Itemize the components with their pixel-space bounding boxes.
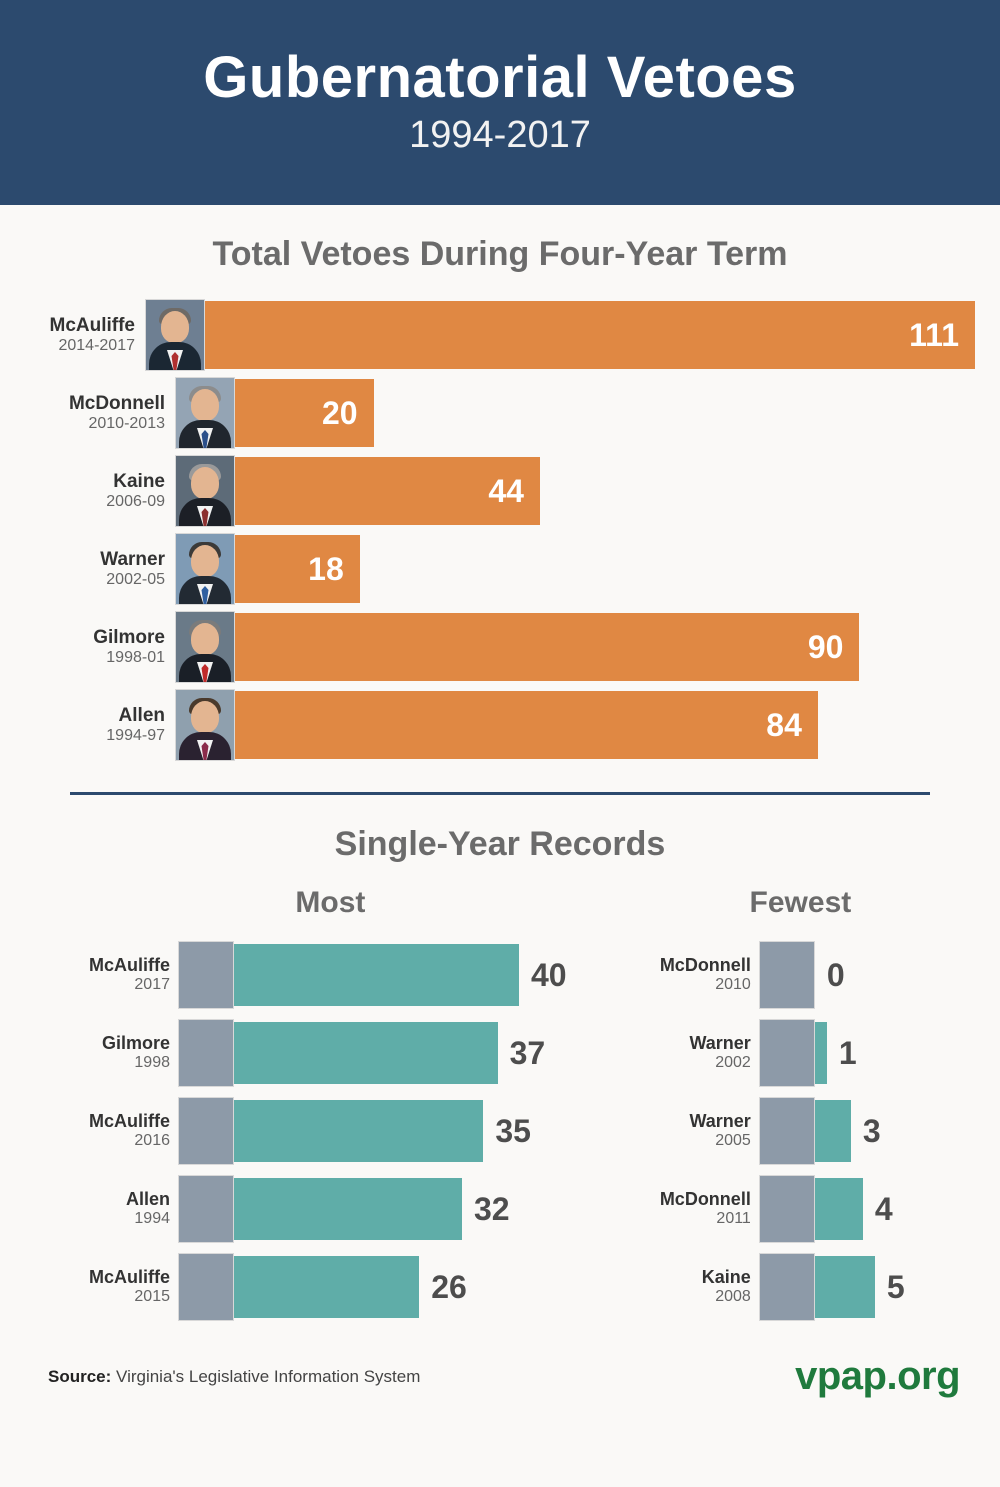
governor-year: 2010 xyxy=(715,976,751,994)
governor-portrait xyxy=(759,1175,815,1243)
governor-year: 2015 xyxy=(134,1288,170,1306)
bar-value: 37 xyxy=(509,1034,546,1071)
list-item xyxy=(631,1092,970,1170)
veto-bar xyxy=(815,1178,863,1240)
governor-term: 1994-97 xyxy=(106,726,165,744)
row-label xyxy=(631,1189,759,1228)
governor-portrait xyxy=(175,689,235,761)
governor-name: Gilmore xyxy=(93,626,165,648)
bar-area xyxy=(234,1092,631,1170)
portrait-face xyxy=(191,545,219,577)
bar-value: 5 xyxy=(886,1268,905,1305)
source-note xyxy=(48,1367,420,1387)
bar-area xyxy=(815,1170,970,1248)
row-label xyxy=(30,1189,178,1228)
governor-portrait xyxy=(145,299,205,371)
list-item xyxy=(631,1248,970,1326)
bar-value: 111 xyxy=(909,316,959,353)
bar-value: 35 xyxy=(495,1112,531,1149)
row-label xyxy=(25,627,175,667)
row-label xyxy=(30,1267,178,1306)
bar-value: 40 xyxy=(531,956,567,993)
page-header xyxy=(0,0,1000,205)
fewest-title: Fewest xyxy=(749,886,852,919)
bar-area xyxy=(205,296,975,374)
governor-year: 2017 xyxy=(134,976,170,994)
veto-bar xyxy=(815,1022,827,1084)
section-divider xyxy=(70,792,930,795)
bar-value: 20 xyxy=(322,394,358,431)
governor-name: Kaine xyxy=(701,1267,751,1288)
governor-name: Gilmore xyxy=(101,1033,170,1054)
page-title: Gubernatorial Vetoes xyxy=(203,44,797,110)
veto-bar xyxy=(234,1178,462,1240)
governor-year: 1994 xyxy=(134,1210,170,1228)
governor-year: 2008 xyxy=(715,1288,751,1306)
governor-name: Allen xyxy=(118,704,165,726)
list-item xyxy=(631,1014,970,1092)
governor-portrait xyxy=(178,941,234,1009)
list-item xyxy=(30,1092,631,1170)
portrait-face xyxy=(191,623,219,655)
page-footer xyxy=(0,1336,1000,1399)
bar-area xyxy=(815,1092,970,1170)
veto-bar xyxy=(815,1100,851,1162)
total-vetoes-title: Total Vetoes During Four-Year Term xyxy=(212,235,788,273)
governor-name: Warner xyxy=(100,548,165,570)
bar-area xyxy=(234,1170,631,1248)
list-item xyxy=(631,1170,970,1248)
bar-value: 18 xyxy=(308,550,344,587)
governor-name: Allen xyxy=(125,1189,170,1210)
veto-bar xyxy=(205,301,975,369)
row-label xyxy=(25,705,175,745)
veto-bar xyxy=(235,535,360,603)
bar-area xyxy=(235,608,975,686)
list-item xyxy=(30,936,631,1014)
governor-portrait xyxy=(178,1253,234,1321)
page-subtitle: 1994-2017 xyxy=(409,114,591,157)
row-label xyxy=(25,549,175,589)
table-row xyxy=(25,686,975,764)
portrait-face xyxy=(161,311,189,343)
veto-bar xyxy=(235,613,859,681)
row-label xyxy=(25,315,145,355)
governor-portrait xyxy=(175,455,235,527)
veto-bar xyxy=(235,457,540,525)
table-row xyxy=(25,296,975,374)
veto-bar xyxy=(235,379,374,447)
total-vetoes-chart xyxy=(0,296,1000,764)
governor-year: 1998 xyxy=(134,1054,170,1072)
veto-bar xyxy=(815,1256,875,1318)
bar-area xyxy=(235,452,975,530)
governor-name: McAuliffe xyxy=(89,1111,170,1132)
governor-name: McDonnell xyxy=(659,1189,751,1210)
governor-portrait xyxy=(175,377,235,449)
governor-year: 2016 xyxy=(134,1132,170,1150)
vpap-logo[interactable]: vpap.org xyxy=(795,1354,960,1398)
source-label: Source: xyxy=(48,1366,112,1386)
bar-area xyxy=(234,1248,631,1326)
row-label xyxy=(631,955,759,994)
bar-area xyxy=(234,1014,631,1092)
bar-area xyxy=(235,374,975,452)
governor-portrait xyxy=(178,1019,234,1087)
single-year-records-title: Single-Year Records xyxy=(334,825,666,863)
governor-name: McAuliffe xyxy=(89,1267,170,1288)
governor-portrait xyxy=(759,1097,815,1165)
governor-year: 2002 xyxy=(715,1054,751,1072)
row-label xyxy=(30,1033,178,1072)
bar-area xyxy=(234,936,631,1014)
fewest-column xyxy=(631,886,970,1326)
source-text: Virginia's Legislative Information System xyxy=(116,1366,421,1386)
governor-portrait xyxy=(178,1175,234,1243)
governor-term: 2006-09 xyxy=(106,492,165,510)
bar-value: 84 xyxy=(766,706,802,743)
veto-bar xyxy=(234,1256,419,1318)
governor-name: McDonnell xyxy=(68,392,165,414)
governor-portrait xyxy=(759,1253,815,1321)
records-container xyxy=(0,886,1000,1326)
bar-value: 26 xyxy=(431,1268,467,1305)
governor-name: Kaine xyxy=(113,470,165,492)
fewest-chart xyxy=(631,936,970,1326)
bar-value: 4 xyxy=(874,1190,893,1227)
governor-portrait xyxy=(759,1019,815,1087)
most-title: Most xyxy=(295,886,366,919)
portrait-face xyxy=(191,467,219,499)
governor-year: 2011 xyxy=(716,1210,751,1228)
list-item xyxy=(30,1248,631,1326)
bar-area xyxy=(235,530,975,608)
veto-bar xyxy=(234,944,519,1006)
bar-value: 3 xyxy=(862,1112,881,1149)
governor-name: Warner xyxy=(689,1111,751,1132)
row-label xyxy=(631,1111,759,1150)
veto-bar xyxy=(235,691,818,759)
row-label xyxy=(30,1111,178,1150)
bar-area xyxy=(235,686,975,764)
veto-bar xyxy=(234,1100,483,1162)
governor-portrait xyxy=(175,611,235,683)
portrait-face xyxy=(191,389,219,421)
bar-value: 1 xyxy=(838,1034,857,1071)
bar-area xyxy=(815,936,970,1014)
governor-year: 2005 xyxy=(715,1132,751,1150)
bar-value: 44 xyxy=(488,472,524,509)
veto-bar xyxy=(234,1022,498,1084)
table-row xyxy=(25,374,975,452)
row-label xyxy=(631,1033,759,1072)
bar-value: 32 xyxy=(474,1190,510,1227)
most-chart xyxy=(30,936,631,1326)
governor-name: Warner xyxy=(689,1033,751,1054)
row-label xyxy=(30,955,178,994)
list-item xyxy=(30,1170,631,1248)
bar-value: 90 xyxy=(807,628,844,665)
row-label xyxy=(631,1267,759,1306)
row-label xyxy=(25,471,175,511)
governor-portrait xyxy=(759,941,815,1009)
governor-name: McAuliffe xyxy=(49,314,135,336)
table-row xyxy=(25,452,975,530)
governor-term: 2014-2017 xyxy=(58,336,135,354)
governor-portrait xyxy=(175,533,235,605)
bar-area xyxy=(815,1248,970,1326)
governor-term: 2002-05 xyxy=(106,570,165,588)
bar-area xyxy=(815,1014,970,1092)
governor-portrait xyxy=(178,1097,234,1165)
bar-value: 0 xyxy=(826,956,845,993)
list-item xyxy=(30,1014,631,1092)
governor-name: McAuliffe xyxy=(89,955,170,976)
governor-term: 1998-01 xyxy=(106,648,165,666)
list-item xyxy=(631,936,970,1014)
table-row xyxy=(25,530,975,608)
governor-name: McDonnell xyxy=(659,955,751,976)
most-column xyxy=(30,886,631,1326)
governor-term: 2010-2013 xyxy=(88,414,165,432)
row-label xyxy=(25,393,175,433)
table-row xyxy=(25,608,975,686)
portrait-face xyxy=(191,701,219,733)
